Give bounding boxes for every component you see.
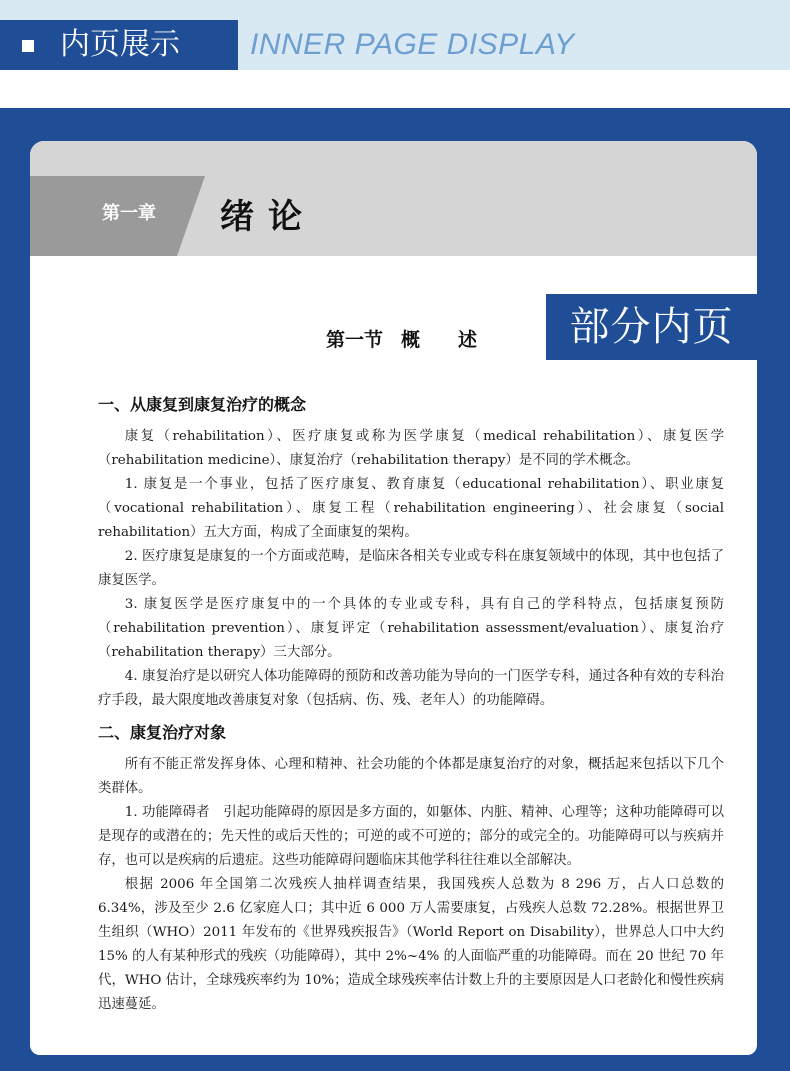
bullet-square-icon	[22, 40, 34, 52]
partial-page-stamp: 部分内页	[546, 294, 757, 360]
paragraph: 4. 康复治疗是以研究人体功能障碍的预防和改善功能为导向的一门医学专科，通过各种有效的专科治疗手段，最大限度地改善康复对象（包括病、伤、残、老年人）的功能障碍。	[98, 669, 724, 708]
chapter-number: 第一章	[102, 203, 156, 224]
page-body	[98, 393, 724, 1017]
top-banner	[0, 0, 790, 70]
chapter-header	[30, 141, 757, 256]
banner-title-cn: 内页展示	[60, 27, 180, 62]
heading-targets: 二、康复治疗对象	[98, 723, 227, 742]
paragraph: 3. 康复医学是医疗康复中的一个具体的专业或专科，具有自己的学科特点，包括康复预防（rehabilitation prevention）、康复评定（rehabilitation assessment/evaluation）、康复治疗（rehabilitation therapy）三大部分。	[98, 597, 724, 660]
page-bottom-fade	[30, 1043, 757, 1055]
paragraph: 所有不能正常发挥身体、心理和精神、社会功能的个体都是康复治疗的对象，概括起来包括以下几个类群体。	[98, 757, 724, 796]
paragraph: 根据 2006 年全国第二次残疾人抽样调查结果，我国残疾人总数为 8 296 万，占人口总数的 6.34%，涉及至少 2.6 亿家庭人口；其中近 6 000 万人需要康复，占残疾人总数 72.28%。根据世界卫生组织（WHO）2011 年发布的《世界残疾报告》（World Report on Disability），世界总人口中大约 15% 的人有某种形式的残疾（功能障碍），其中 2%~4% 的人面临严重的功能障碍。而在 20 世纪 70 年代，WHO 估计，全球残疾率约为 10%；造成全球残疾率估计数上升的主要原因是人口老龄化和慢性疾病迅速蔓延。	[98, 877, 724, 1012]
paragraph: 1. 康复是一个事业，包括了医疗康复、教育康复（educational rehabilitation）、职业康复（vocational rehabilitation）、康复工程（rehabilitation engineering）、社会康复（social rehabilitation）五大方面，构成了全面康复的架构。	[98, 477, 724, 540]
paragraph: 1. 功能障碍者 引起功能障碍的原因是多方面的，如躯体、内脏、精神、心理等；这种功能障碍可以是现存的或潜在的；先天性的或后天性的；可逆的或不可逆的；部分的或完全的。功能障碍可以与疾病并存，也可以是疾病的后遗症。这些功能障碍问题临床其他学科往往难以全部解决。	[98, 805, 724, 868]
paragraph: 2. 医疗康复是康复的一个方面或范畴，是临床各相关专业或专科在康复领域中的体现，其中也包括了康复医学。	[98, 549, 724, 588]
paragraph: 康复（rehabilitation）、医疗康复或称为医学康复（medical rehabilitation）、康复医学（rehabilitation medicine）、康复治疗（rehabilitation therapy）是不同的学术概念。	[98, 429, 724, 468]
section-title-number: 第一节	[326, 329, 384, 351]
book-page	[30, 141, 757, 1055]
banner-title-en: INNER PAGE DISPLAY	[250, 28, 575, 61]
section-title	[326, 325, 477, 352]
chapter-title: 绪论	[220, 197, 316, 237]
heading-concepts: 一、从康复到康复治疗的概念	[98, 395, 307, 414]
section-title-text: 概 述	[401, 329, 478, 351]
